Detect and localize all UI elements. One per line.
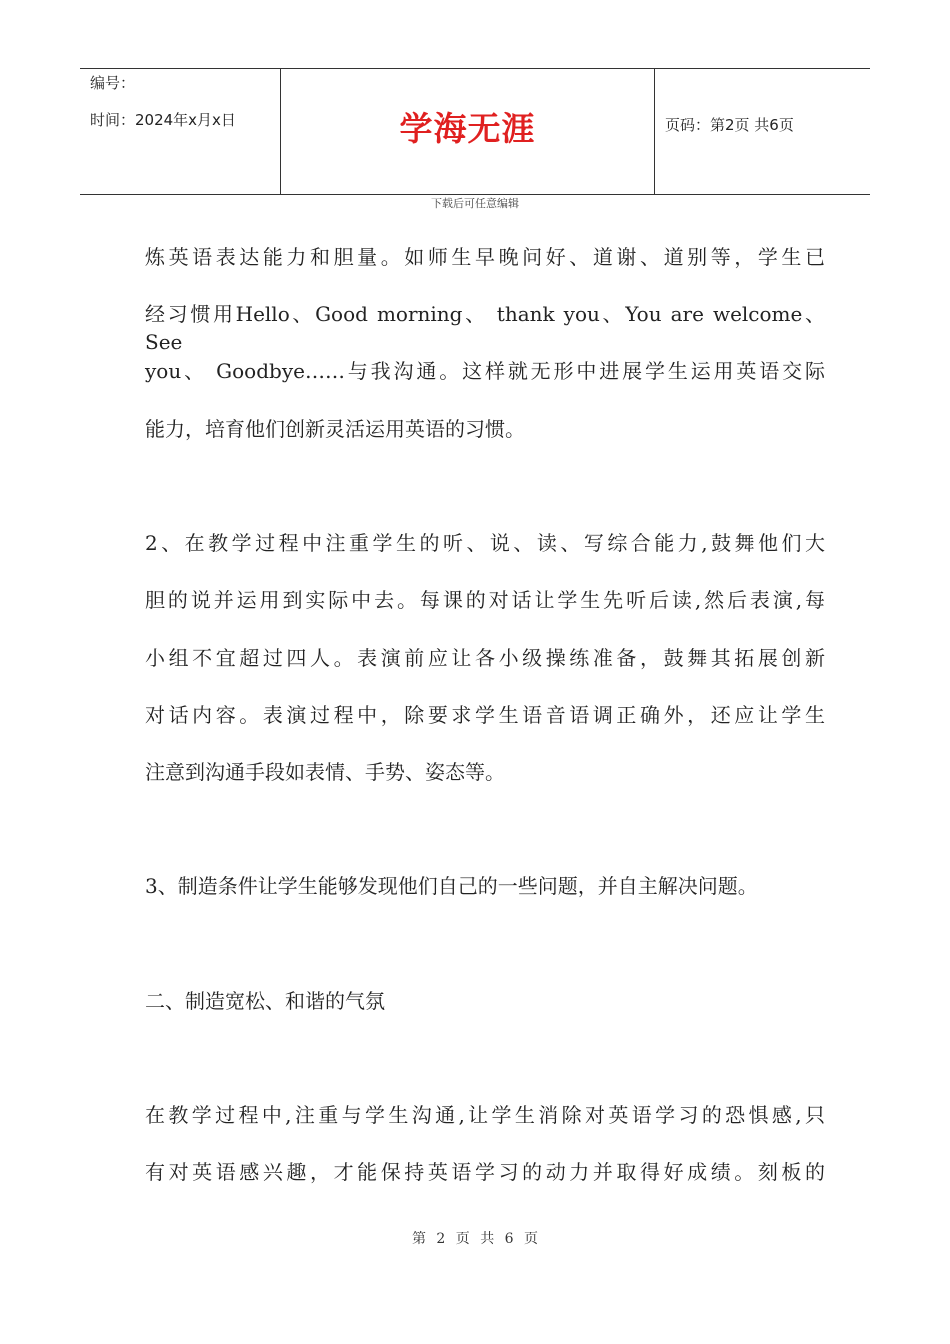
brand-title: 学海无涯: [399, 109, 536, 148]
document-header: [80, 68, 870, 195]
body-line: 注意到沟通手段如表情、手势、姿态等。: [145, 760, 505, 784]
body-line: 有对英语感兴趣，才能保持英语学习的动力并取得好成绩。刻板的: [145, 1160, 825, 1184]
document-time-label: 时间：2024年x月x日: [90, 111, 236, 129]
page-info-label: 页码：第2页 共6页: [665, 116, 794, 134]
page-footer: 第 2 页 共 6 页: [411, 1231, 539, 1247]
body-line: 对话内容。表演过程中，除要求学生语音语调正确外，还应让学生: [145, 703, 825, 727]
body-line: 经习惯用Hello、Good morning、 thank you、You are welcome、 See: [145, 302, 825, 354]
header-right-cell: [655, 69, 870, 194]
body-line: 2、在教学过程中注重学生的听、说、读、写综合能力,鼓舞他们大: [145, 531, 825, 555]
download-note: 下载后可任意编辑: [431, 197, 519, 210]
body-line: you、 Goodbye……与我沟通。这样就无形中进展学生运用英语交际: [145, 359, 825, 383]
document-number-label: 编号：: [90, 74, 136, 92]
body-line: 小组不宜超过四人。表演前应让各小级操练准备，鼓舞其拓展创新: [145, 646, 825, 670]
section-heading: 二、制造宽松、和谐的气氛: [145, 989, 385, 1013]
body-line: 炼英语表达能力和胆量。如师生早晚问好、道谢、道别等，学生已: [145, 245, 825, 269]
body-line: 在教学过程中,注重与学生沟通,让学生消除对英语学习的恐惧感,只: [145, 1103, 825, 1127]
body-line: 胆的说并运用到实际中去。每课的对话让学生先听后读,然后表演,每: [145, 588, 825, 612]
header-middle-cell: [281, 69, 655, 194]
body-line: 能力，培育他们创新灵活运用英语的习惯。: [145, 417, 525, 441]
body-line: 3、制造条件让学生能够发现他们自己的一些问题，并自主解决问题。: [145, 874, 758, 898]
header-left-cell: [80, 69, 281, 194]
